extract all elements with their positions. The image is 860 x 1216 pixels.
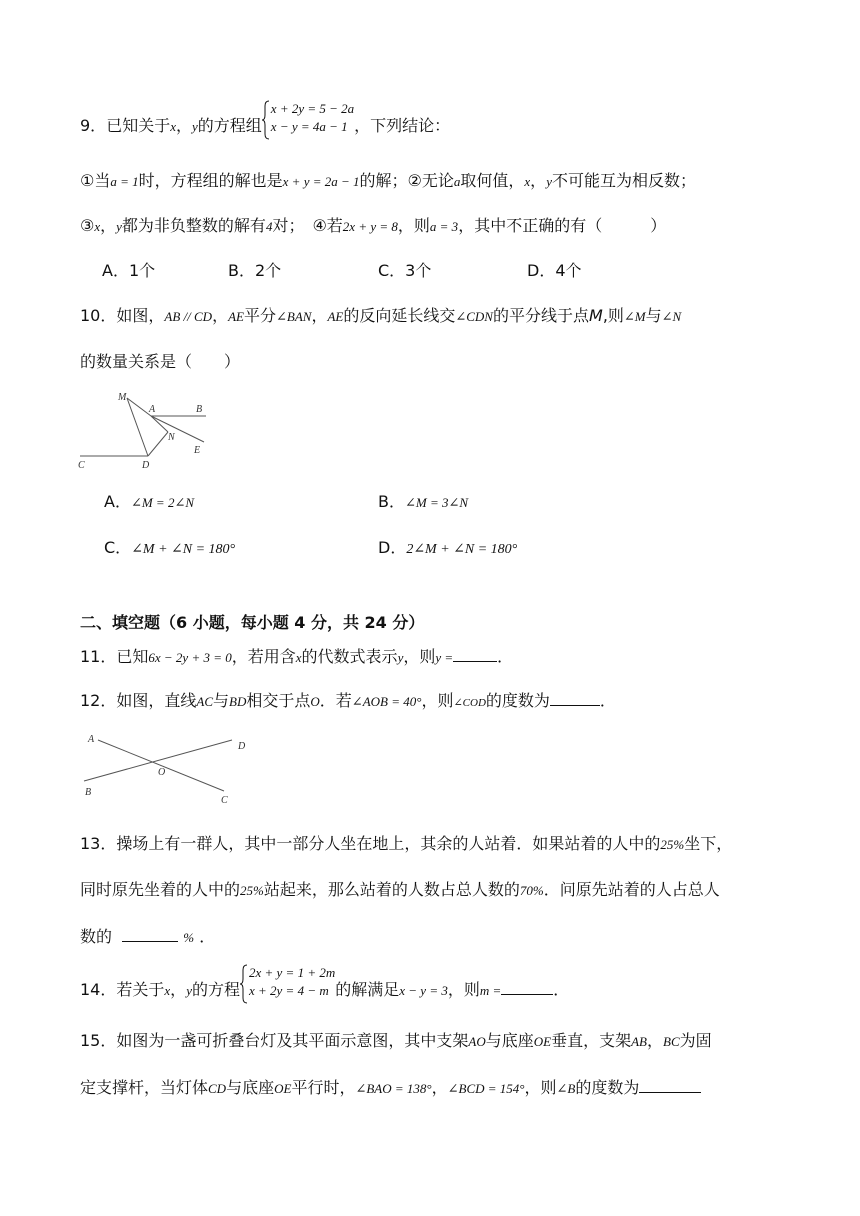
- q15-number: 15．: [80, 1031, 117, 1050]
- figure-label-e: E: [194, 445, 201, 456]
- q10-figure: [76, 390, 226, 470]
- q14-eq2: x + 2y = 4 − m: [248, 982, 329, 998]
- q15-answer-blank[interactable]: [639, 1076, 701, 1093]
- q10-option-d[interactable]: D．2∠M + ∠N = 180°: [378, 538, 518, 557]
- q10-line-1: 10．如图，AB // CD，AE平分∠BAN，AE的反向延长线交∠CDN的平分线于点M,则∠M与∠N: [80, 306, 682, 325]
- q14-answer-blank[interactable]: [501, 978, 553, 995]
- q9-eq2: x − y = 4a − 1: [270, 118, 348, 134]
- figure-label-c: C: [221, 795, 228, 806]
- q12-line: 12．如图，直线AC与BD相交于点O．若∠AOB = 40°，则∠COD的度数为 ．: [80, 691, 616, 710]
- figure-label-b: B: [196, 404, 203, 415]
- q15-line-1: 15．如图为一盏可折叠台灯及其平面示意图，其中支架AO与底座OE垂直，支架AB，BC为固: [80, 1031, 712, 1050]
- q9-equation-system: [262, 100, 354, 136]
- figure-label-n: N: [168, 432, 175, 443]
- q13-number: 13．: [80, 834, 117, 853]
- section-title: 二、填空题（6 小题，每小题 4 分，共 24 分）: [80, 613, 425, 632]
- q13-line-1: 13．操场上有一群人，其中一部分人坐在地上，其余的人站着．如果站着的人中的25%坐下，: [80, 834, 733, 853]
- q10-line-2: 的数量关系是（ ）: [80, 352, 241, 371]
- q9-option-c[interactable]: C．3个: [378, 261, 432, 280]
- q11-number: 11．: [80, 647, 117, 666]
- q9-line-1: 9．已知关于x，y的方程组 x + 2y = 5 − 2a x − y = 4a − 1 ，下列结论：: [80, 116, 450, 137]
- q9-number: 9．: [80, 116, 107, 135]
- q12-answer-blank[interactable]: [550, 689, 600, 706]
- q14-equation-system: [240, 964, 335, 1000]
- q9-option-a[interactable]: A．1个: [102, 261, 156, 280]
- figure-label-a: A: [88, 734, 95, 745]
- q11-line: 11．已知6x − 2y + 3 = 0，若用含x的代数式表示y，则y = ．: [80, 647, 514, 666]
- figure-label-a: A: [149, 404, 156, 415]
- q9-line-3: ③x，y都为非负整数的解有4对； ④若2x + y = 8，则a = 3，其中不正确的有（ ）: [80, 216, 667, 235]
- figure-label-b: B: [85, 787, 92, 798]
- brace-icon: [240, 964, 248, 1004]
- figure-label-c: C: [78, 460, 85, 470]
- q10-number: 10．: [80, 306, 117, 325]
- q13-line-2: 同时原先坐着的人中的25%站起来，那么站着的人数占总人数的70%．问原先站着的人占总人: [80, 880, 720, 899]
- q13-answer-blank[interactable]: [122, 925, 178, 942]
- q9-option-d[interactable]: D．4个: [527, 261, 582, 280]
- brace-icon: [262, 100, 270, 140]
- q11-answer-blank[interactable]: [453, 645, 497, 662]
- q15-line-2: 定支撑杆，当灯体CD与底座OE平行时，∠BAO = 138°，∠BCD = 154°，则∠B的度数为: [80, 1076, 701, 1099]
- q9-option-b[interactable]: B．2个: [228, 261, 282, 280]
- q10-option-a[interactable]: A．∠M = 2∠N: [104, 492, 195, 511]
- figure-label-d: D: [142, 460, 150, 470]
- q12-number: 12．: [80, 691, 117, 710]
- figure-label-o: O: [158, 767, 166, 778]
- q10-option-b[interactable]: B．∠M = 3∠N: [378, 492, 469, 511]
- figure-label-m: M: [118, 392, 127, 403]
- q12-figure: [80, 728, 260, 808]
- q14-eq1: 2x + y = 1 + 2m: [248, 964, 336, 980]
- q9-line-2: ①当a = 1时，方程组的解也是x + y = 2a − 1的解；②无论a取何值，x，y不可能互为相反数；: [80, 171, 696, 190]
- q14-line: 14．若关于x，y的方程 2x + y = 1 + 2m x + 2y = 4 − m 的解满足x − y = 3，则m = ．: [80, 978, 569, 1001]
- q9-eq1: x + 2y = 5 − 2a: [270, 100, 355, 116]
- figure-label-d: D: [238, 741, 246, 752]
- q13-line-3: 数的 % ．: [80, 927, 216, 946]
- q10-option-c[interactable]: C．∠M + ∠N = 180°: [104, 538, 236, 557]
- q14-number: 14．: [80, 980, 117, 999]
